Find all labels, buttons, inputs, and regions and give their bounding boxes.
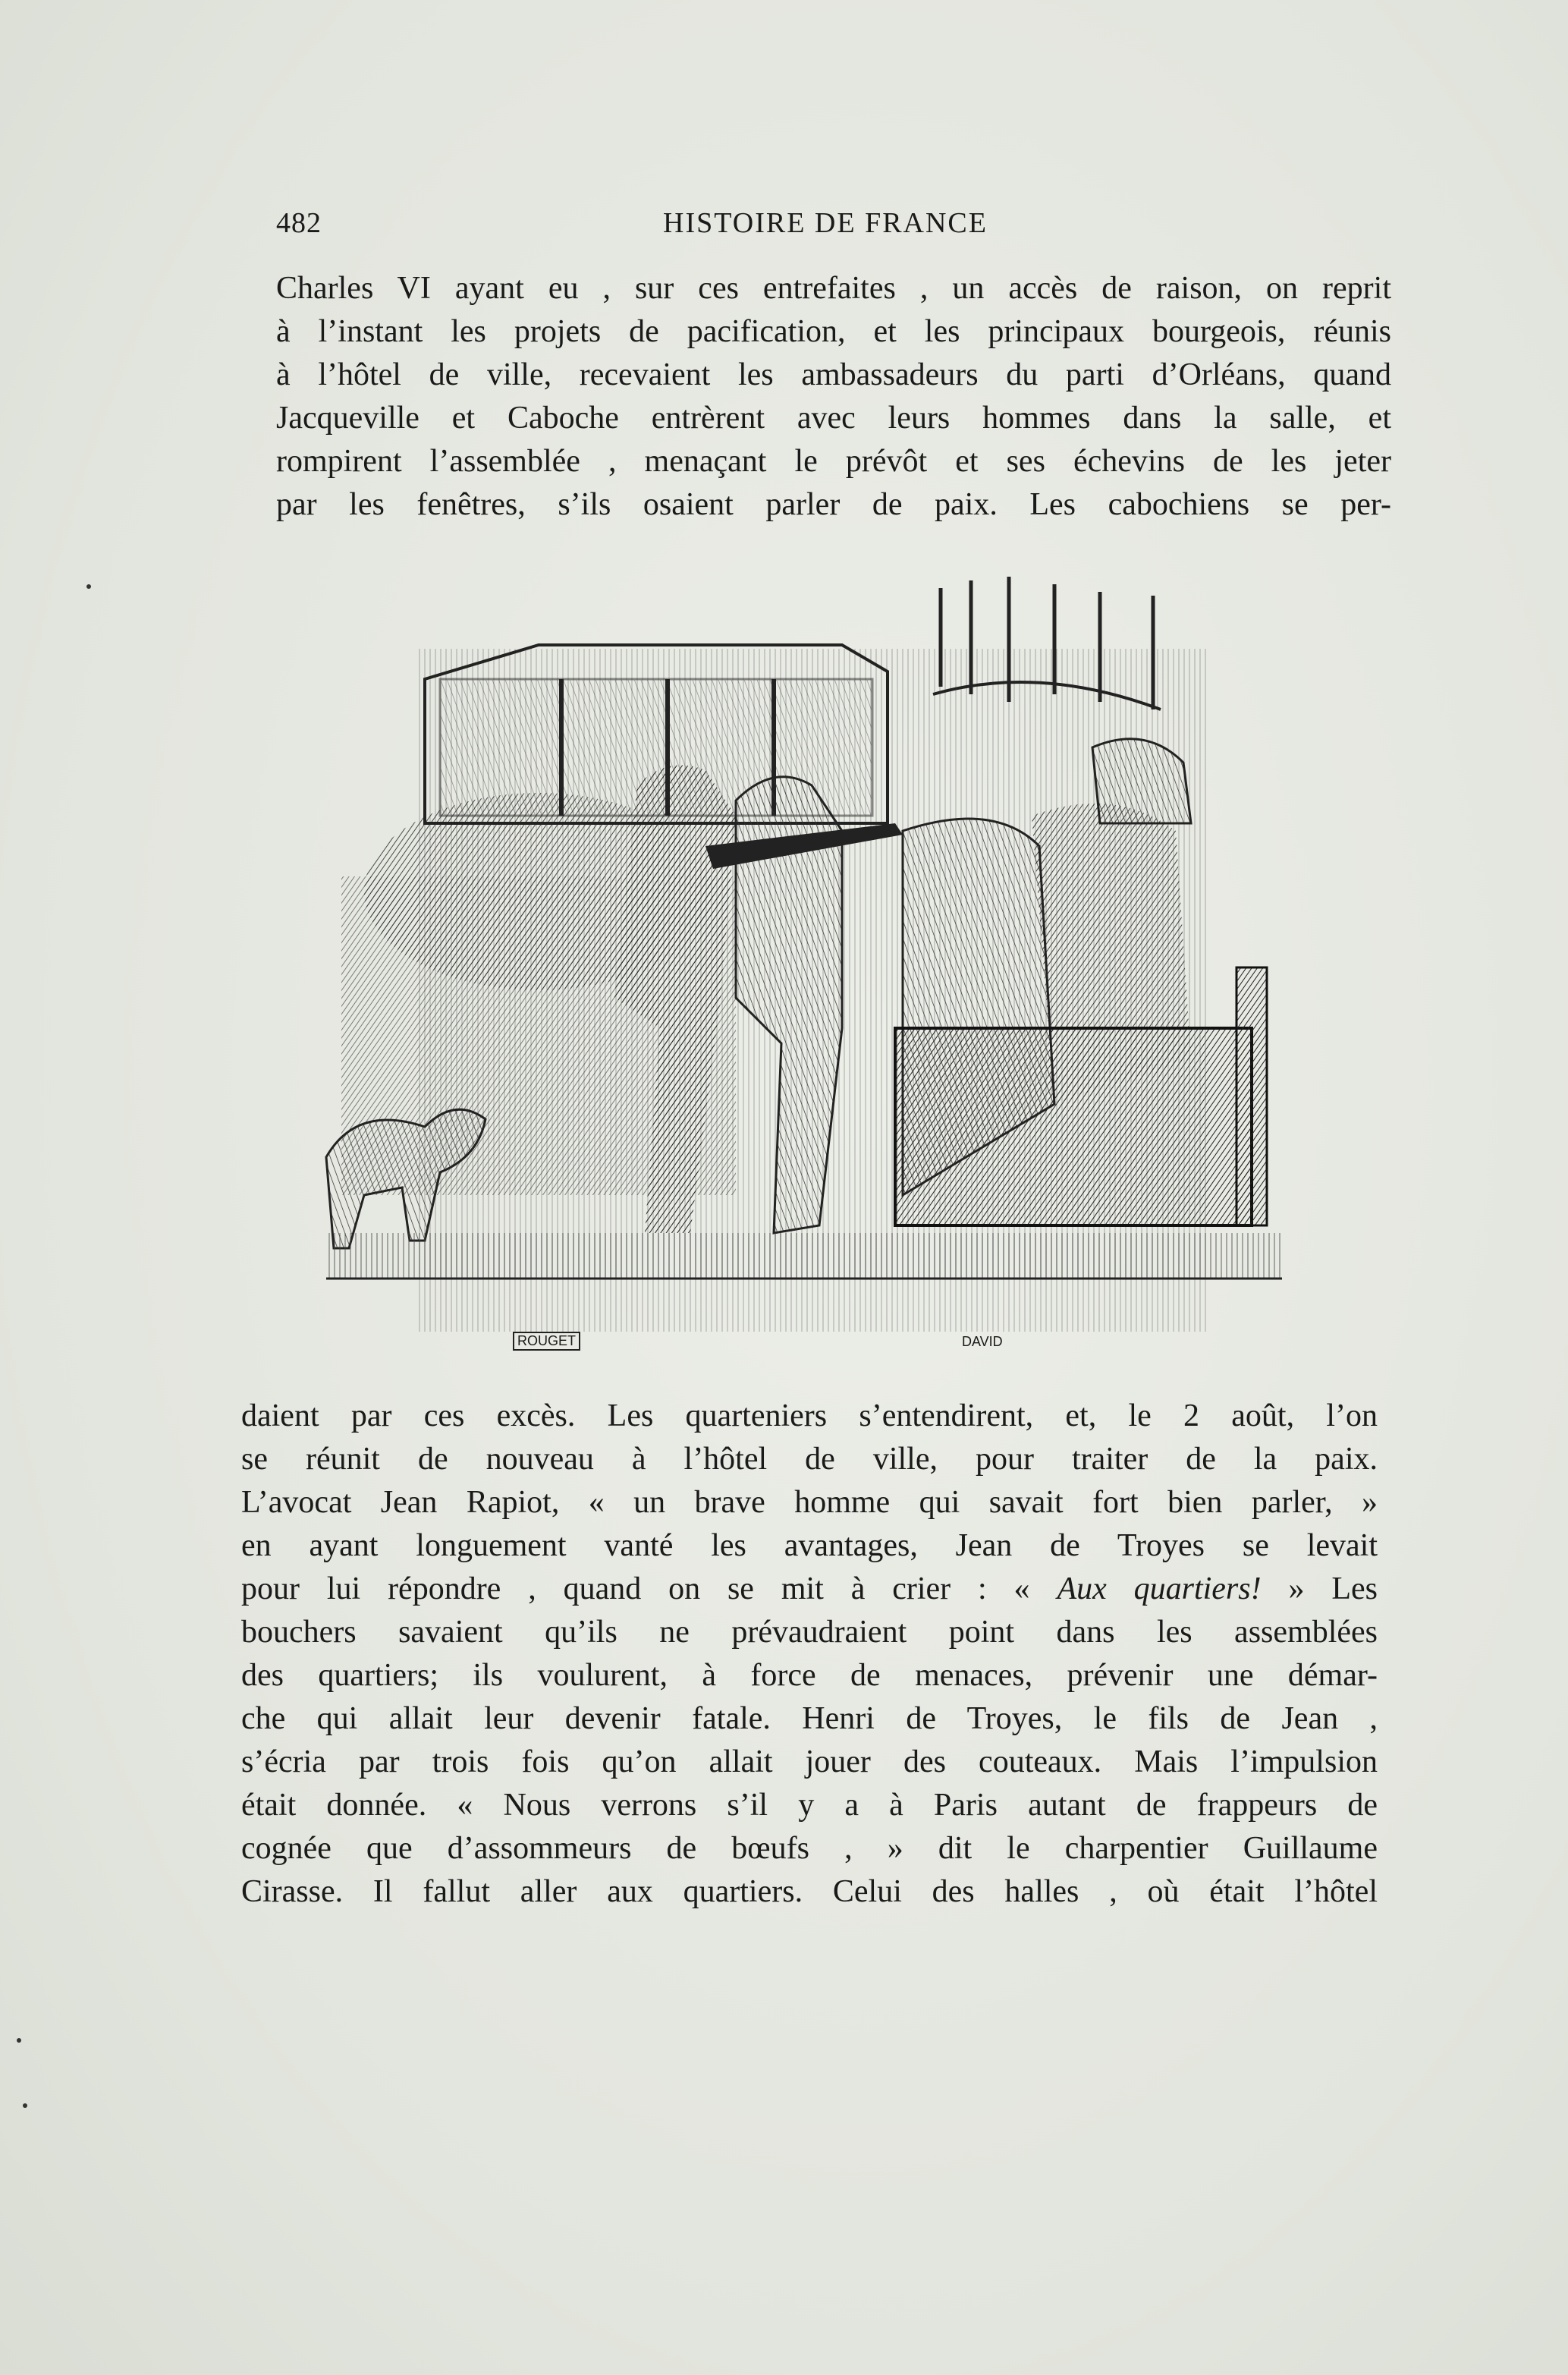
page-header — [276, 206, 1035, 244]
paper-speck — [23, 2103, 27, 2108]
italic-exclamation: Aux quartiers! — [1057, 1571, 1262, 1606]
text-fragment: pour lui répondre , quand on se mit à crier : « — [241, 1571, 1057, 1606]
paragraph-top — [276, 267, 1391, 527]
text-line: rompirent l’assemblée , menaçant le prévôt et ses échevins de les jeter — [276, 444, 1391, 479]
text-line: à l’hôtel de ville, recevaient les ambassadeurs du parti d’Orléans, quand — [276, 357, 1391, 392]
text-line: était donnée. « Nous verrons s’il y a à Paris autant de frappeurs de — [241, 1788, 1378, 1823]
text-line: che qui allait leur devenir fatale. Henri de Troyes, le fils de Jean , — [241, 1701, 1378, 1736]
text-line: se réunit de nouveau à l’hôtel de ville, pour traiter de la paix. — [241, 1442, 1378, 1477]
engraver-credit-left: ROUGET — [513, 1332, 580, 1351]
text-line: par les fenêtres, s’ils osaient parler de paix. Les cabochiens se per- — [276, 487, 1391, 522]
text-line: cognée que d’assommeurs de bœufs , » dit le charpentier Guillaume — [241, 1831, 1378, 1866]
text-line — [241, 1568, 1378, 1611]
text-line: Charles VI ayant eu , sur ces entrefaites , un accès de raison, on reprit — [276, 271, 1391, 306]
text-line: bouchers savaient qu’ils ne prévaudraient point dans les assemblées — [241, 1615, 1378, 1650]
paper-speck — [86, 584, 91, 589]
text-fragment: » Les — [1261, 1571, 1378, 1606]
engraver-credit-right: DAVID — [962, 1334, 1003, 1349]
engraving-illustration — [311, 573, 1320, 1358]
text-line: des quartiers; ils voulurent, à force de menaces, prévenir une démar- — [241, 1658, 1378, 1693]
text-line: Jacqueville et Caboche entrèrent avec leurs hommes dans la salle, et — [276, 401, 1391, 436]
page-number: 482 — [276, 207, 322, 239]
text-line: en ayant longuement vanté les avantages, Jean de Troyes se levait — [241, 1528, 1378, 1563]
text-line: daient par ces excès. Les quarteniers s’entendirent, et, le 2 août, l’on — [241, 1398, 1378, 1433]
text-line: Cirasse. Il fallut aller aux quartiers. Celui des halles , où était l’hôtel — [241, 1874, 1378, 1909]
text-line: à l’instant les projets de pacification, et les principaux bourgeois, réunis — [276, 314, 1391, 349]
paper-speck — [17, 2038, 21, 2043]
text-line: s’écria par trois fois qu’on allait jouer des couteaux. Mais l’impulsion — [241, 1744, 1378, 1779]
text-line: L’avocat Jean Rapiot, « un brave homme qui savait fort bien parler, » — [241, 1485, 1378, 1520]
running-title: HISTOIRE DE FRANCE — [663, 207, 988, 239]
paragraph-bottom — [241, 1395, 1378, 1914]
engraving-scene — [311, 573, 1320, 1358]
